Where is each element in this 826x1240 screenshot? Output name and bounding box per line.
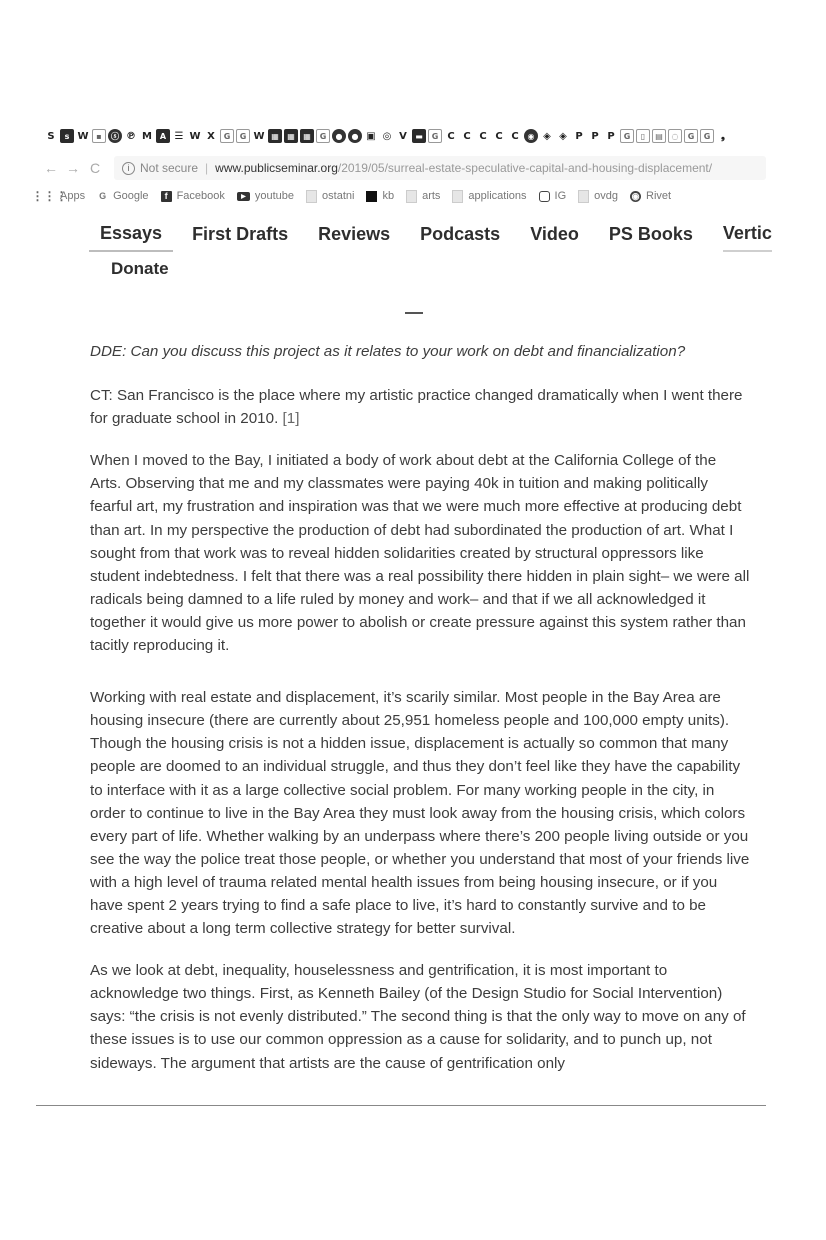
browser-tab-favicon[interactable]: G (700, 129, 714, 143)
article-paragraph: When I moved to the Bay, I initiated a body of work about debt at the California College of the Arts. Observing that me and my classmates were paying 40k in tuition and making politically fearful art, my frustration and inspiration was that we were much more effective at producing debt than art. In my perspective the production of debt had subordinated the production of art. What I sought from that work was to reveal hidden solidarities created by structural oppressors like student indebtedness. I felt that there was a real possibility there hidden in plain sight– we were all radicals being damned to a life ruled by money and work– and that if we all acknowledged it together it would give us more power to abolish or create pressure against this system rather than tacitly reproducing it. (90, 452, 750, 655)
browser-tab-favicon[interactable]: ▤ (652, 129, 666, 143)
bookmark-item[interactable] (306, 190, 354, 203)
bookmark-label: ovdg (594, 190, 618, 202)
info-icon[interactable]: i (122, 162, 135, 175)
browser-tab-favicon[interactable]: P (591, 130, 599, 142)
bookmark-item[interactable] (31, 189, 86, 203)
nav-essays[interactable]: Essays (89, 219, 173, 252)
browser-tab-favicon[interactable]: ℗ (126, 130, 136, 142)
security-label: Not secure (140, 161, 199, 175)
bookmarks-bar (31, 186, 766, 206)
browser-tab-favicon[interactable]: W (253, 130, 265, 142)
browser-tab-favicon[interactable]: ◈ (543, 130, 551, 142)
answer-intro-text: CT: San Francisco is the place where my artistic practice changed dramatically when I went there for graduate school in 2010. (90, 387, 743, 428)
folder-icon (452, 190, 463, 203)
browser-tab-favicon[interactable]: ▯ (636, 129, 650, 143)
bookmark-item[interactable] (630, 190, 671, 202)
browser-tab-favicon[interactable]: P (575, 130, 583, 142)
article-paragraph: As we look at debt, inequality, houselessness and gentrification, it is most important to acknowledge two things. First, as Kenneth Bailey (of the Design Studio for Social Intervention) says: “the crisis is not evenly distributed.” The second thing is that the only way to move on any of these issues is to use our common oppression as a cause for solidarity, and to punch up, not sideways. The argument that artists are the cause of gentrification only (90, 962, 746, 1072)
browser-tab-favicon[interactable]: C (447, 130, 455, 142)
browser-tab-favicon[interactable]: C (495, 130, 503, 142)
facebook-icon: f (161, 191, 172, 202)
browser-tab-favicon[interactable]: G (620, 129, 634, 143)
file-icon (578, 190, 589, 203)
address-bar (40, 154, 766, 182)
dark-square-icon (366, 191, 377, 202)
bookmark-label: youtube (254, 190, 295, 202)
bookmark-label: IG (554, 190, 567, 202)
url-path: /2019/05/surreal-estate-speculative-capital-and-housing-displacement/ (337, 161, 713, 175)
site-nav (100, 218, 772, 252)
browser-tab-favicon[interactable]: V (399, 130, 407, 142)
nav-video[interactable]: Video (530, 223, 579, 244)
nav-podcasts[interactable]: Podcasts (420, 223, 501, 244)
bookmark-label: arts (422, 190, 441, 202)
browser-tab-favicon[interactable]: ● (332, 129, 346, 143)
interview-question: DDE: Can you discuss this project as it relates to your work on debt and financialization? (90, 343, 686, 360)
browser-tab-favicon[interactable]: X (207, 130, 215, 142)
footnote-link[interactable]: [1] (282, 410, 300, 428)
bookmark-item[interactable] (539, 190, 567, 202)
browser-tab-favicon[interactable]: W (77, 130, 89, 142)
browser-tab-favicon[interactable]: M (142, 130, 152, 142)
browser-tab-favicon[interactable]: C (479, 130, 487, 142)
bookmark-label: ostatni (322, 190, 355, 202)
browser-tab-favicon[interactable]: ❟ (721, 130, 725, 142)
browser-tab-favicon[interactable]: s (60, 129, 74, 143)
browser-tab-favicon[interactable]: ◌ (668, 129, 682, 143)
nav-donate[interactable]: Donate (111, 259, 169, 278)
url-host: www.publicseminar.org (215, 161, 338, 175)
youtube-icon: ▶ (237, 192, 250, 201)
browser-tab-favicon[interactable]: ⓢ (108, 129, 122, 143)
bookmark-label: Rivet (646, 190, 672, 202)
bookmark-item[interactable] (161, 190, 225, 202)
bookmark-item[interactable] (452, 190, 526, 203)
browser-tab-strip (44, 127, 766, 145)
browser-tab-favicon[interactable]: ◉ (524, 129, 538, 143)
browser-tab-favicon[interactable]: ▬ (412, 129, 426, 143)
browser-tab-favicon[interactable]: G (236, 129, 250, 143)
browser-tab-favicon[interactable]: ▦ (284, 129, 298, 143)
bookmark-label: applications (468, 190, 527, 202)
browser-tab-favicon[interactable]: W (189, 130, 201, 142)
answer-intro-paragraph (90, 384, 750, 430)
bookmark-label: Google (113, 190, 149, 202)
bookmark-item[interactable] (97, 190, 148, 202)
reload-icon[interactable]: C (89, 160, 101, 176)
article-paragraph: Working with real estate and displacement, it’s scarily similar. Most people in the Bay Area are housing insecure (there are currently about 25,951 homeless people and 100,000 empty units). Though the housing crisis is not a hidden issue, displacement is actually so common that many people are doomed to an individual struggle, and thus they don’t feel like they have the capability to interface with it as a large collective social problem. For many working people in the city, in order to continue to live in the Bay Area they must look away from the housing crisis, which colors every part of life. Whether walking by an underpass where there’s 200 people living outside or you see the way the police treat those people, or whether you understand that most of your friends live with a high level of trauma related mental health issues from being housing insecure, or if you have spent 2 years trying to find a safe place to live, it’s hard to constantly survive and to be creative about a long term collective strategy for better survival. (90, 689, 750, 938)
bottom-rule (36, 1105, 766, 1106)
bookmark-item[interactable] (578, 190, 618, 203)
browser-tab-favicon[interactable]: ◎ (382, 130, 392, 142)
article-body (90, 340, 750, 1094)
browser-tab-favicon[interactable]: ▦ (300, 129, 314, 143)
bookmark-label: Facebook (176, 190, 225, 202)
folder-icon (306, 190, 317, 203)
browser-tab-favicon[interactable]: ◈ (559, 130, 567, 142)
browser-tab-favicon[interactable]: G (220, 129, 234, 143)
nav-vertical[interactable]: Vertic (723, 219, 772, 252)
folder-icon (406, 190, 417, 203)
browser-tab-favicon[interactable]: P (607, 130, 615, 142)
browser-tab-favicon[interactable]: G (316, 129, 330, 143)
bookmark-item[interactable] (237, 190, 294, 202)
browser-tab-favicon[interactable]: ▪ (92, 129, 106, 143)
browser-tab-favicon[interactable]: ▣ (366, 130, 376, 142)
nav-reviews[interactable]: Reviews (318, 223, 391, 244)
nav-first-drafts[interactable]: First Drafts (192, 223, 289, 244)
browser-tab-favicon[interactable]: G (684, 129, 698, 143)
browser-tab-favicon[interactable]: C (511, 130, 519, 142)
round-icon: ◉ (631, 190, 640, 201)
url-input[interactable] (114, 156, 766, 180)
browser-tab-favicon[interactable]: A (156, 129, 170, 143)
section-divider (405, 312, 423, 314)
bookmark-item[interactable] (366, 190, 394, 202)
google-icon: G (99, 191, 107, 201)
instagram-icon (539, 191, 550, 202)
back-arrow-icon[interactable]: ← (44, 160, 58, 176)
browser-tab-favicon[interactable]: ▦ (268, 129, 282, 143)
nav-ps-books[interactable]: PS Books (608, 223, 693, 244)
bookmark-item[interactable] (406, 190, 440, 203)
bookmark-label: Apps (60, 190, 86, 202)
browser-tab-favicon[interactable]: ☰ (174, 130, 184, 142)
browser-tab-favicon[interactable]: G (428, 129, 442, 143)
forward-arrow-icon[interactable]: → (66, 160, 80, 176)
url-divider: | (205, 161, 209, 175)
apps-grid-icon: ⋮⋮⋮ (31, 189, 68, 203)
browser-tab-favicon[interactable]: S (47, 130, 55, 142)
browser-tab-favicon[interactable]: C (463, 130, 471, 142)
browser-tab-favicon[interactable]: ● (348, 129, 362, 143)
bookmark-label: kb (382, 190, 395, 202)
